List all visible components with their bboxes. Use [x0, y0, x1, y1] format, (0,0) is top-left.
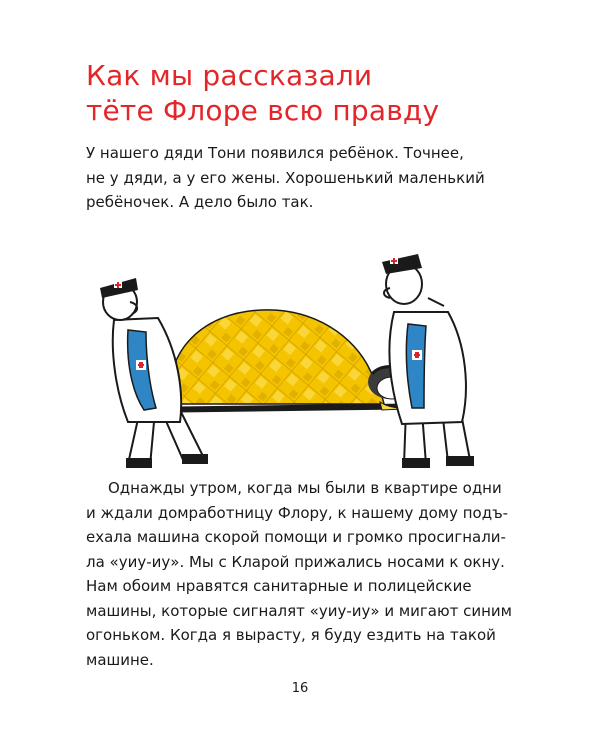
- intro-line-1: У нашего дяди Тони появился ребёнок. Точнее,: [86, 144, 464, 162]
- blanket-icon: [169, 310, 384, 404]
- stretcher-illustration: [92, 232, 492, 472]
- story-line-7: огоньком. Когда я вырасту, я буду ездить на такой: [86, 626, 496, 644]
- intro-paragraph: [86, 141, 536, 215]
- story-line-5: Нам обоим нравятся санитарные и полицейские: [86, 577, 472, 595]
- story-line-3: ехала машина скорой помощи и громко просигнали-: [86, 528, 506, 546]
- story-line-2: и ждали домработницу Флору, к нашему дому подъ-: [86, 503, 509, 522]
- page-number: 16: [291, 681, 309, 696]
- title-line-2: тёте Флоре всю правду: [86, 94, 440, 127]
- story-paragraph: [86, 476, 536, 672]
- paramedic-right-icon: [382, 254, 474, 468]
- story-line-6: машины, которые сигналят «уиу-иу» и мигают синим: [86, 601, 512, 620]
- story-line-8: машине.: [86, 650, 154, 669]
- title-line-1: Как мы рассказали: [86, 59, 373, 92]
- story-line-1: Однажды утром, когда мы были в квартире одни: [108, 479, 502, 497]
- story-line-4: ла «уиу-иу». Мы с Кларой прижались носами к окну.: [86, 552, 505, 571]
- intro-line-3: ребёночек. А дело было так.: [86, 193, 314, 211]
- intro-line-2: не у дяди, а у его жены. Хорошенький маленький: [86, 168, 485, 187]
- page-title: [86, 58, 439, 128]
